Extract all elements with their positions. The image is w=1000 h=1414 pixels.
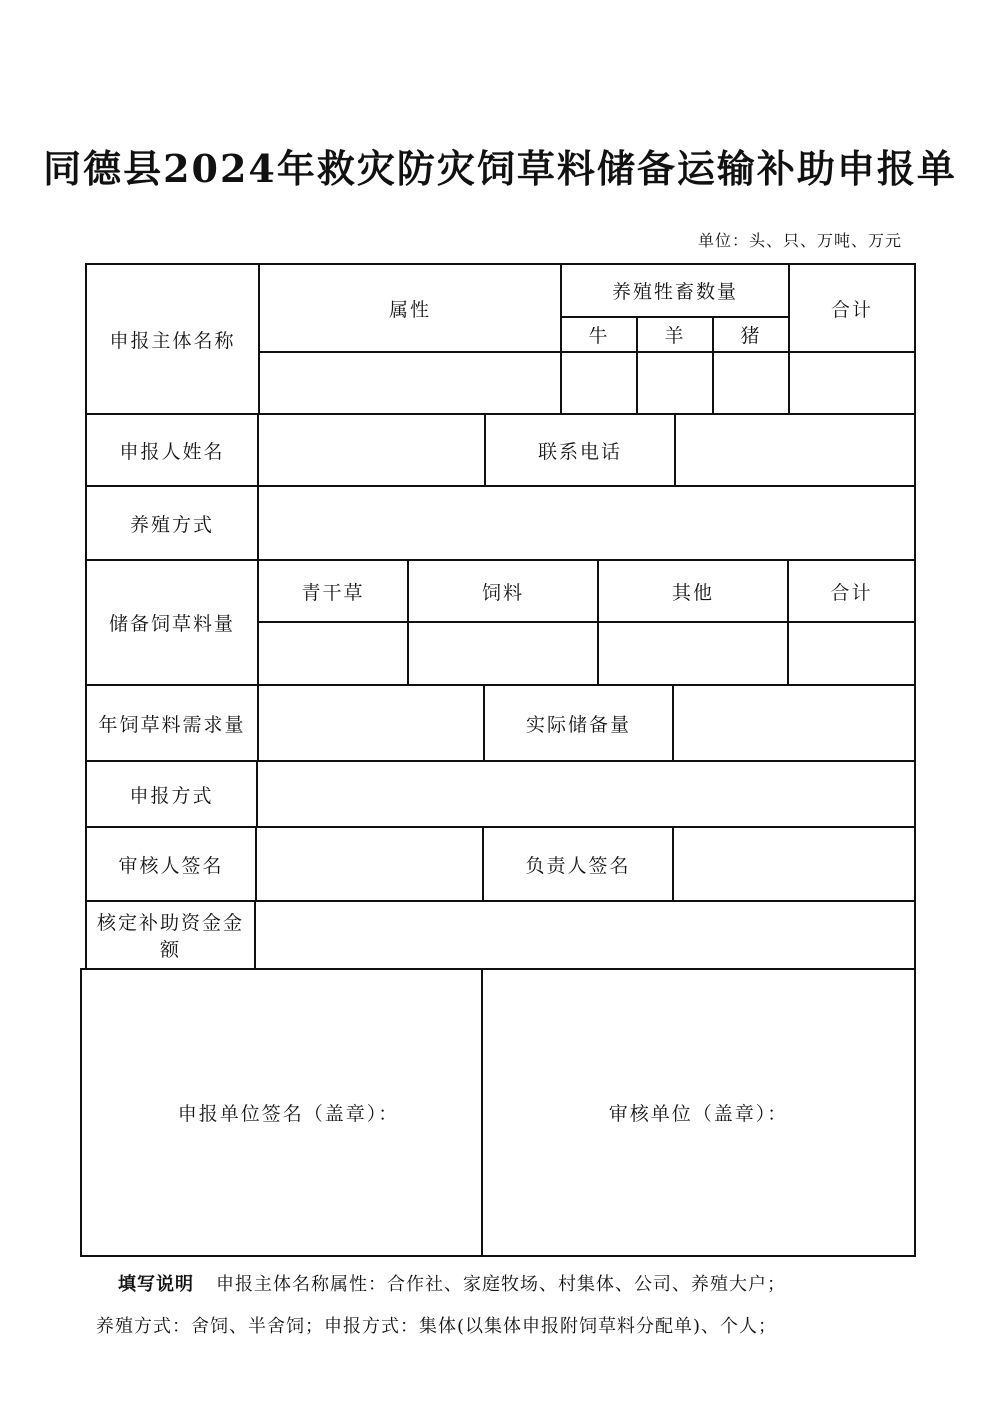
total-label: 合计 — [830, 298, 873, 321]
phone-input[interactable] — [676, 415, 914, 485]
fill-instructions-line2: 养殖方式：舍饲、半舍饲；申报方式：集体(以集体申报附饲草料分配单)、个人； — [96, 1316, 778, 1337]
annual-demand-label: 年饲草料需求量 — [98, 713, 246, 736]
fill-instructions-heading: 填写说明 — [118, 1274, 194, 1295]
livestock-total-input[interactable] — [790, 353, 914, 413]
phone-label: 联系电话 — [537, 440, 622, 463]
unit-signature-label: 申报单位签名（盖章）： — [177, 1103, 400, 1125]
sheep-label: 羊 — [664, 325, 686, 347]
form-title: 同德县2024年救灾防灾饲草料储备运输补助申报单 — [43, 146, 957, 191]
other-input[interactable] — [599, 623, 787, 684]
pig-count-input[interactable] — [714, 353, 788, 413]
actual-reserve-input[interactable] — [674, 686, 914, 760]
review-unit-label: 审核单位（盖章）： — [608, 1103, 789, 1125]
attribute-label: 属性 — [388, 298, 431, 321]
attribute-input[interactable] — [260, 353, 560, 413]
actual-reserve-label: 实际储备量 — [525, 713, 631, 736]
fill-instructions-text1: 申报主体名称属性：合作社、家庭牧场、村集体、公司、养殖大户； — [216, 1274, 786, 1295]
approved-amount-input[interactable] — [256, 902, 914, 968]
feed-input[interactable] — [409, 623, 597, 684]
forage-total-label: 合计 — [830, 581, 873, 604]
declarant-name-label: 申报人姓名 — [119, 440, 225, 463]
livestock-count-label: 养殖牲畜数量 — [611, 281, 738, 303]
applicant-name-label: 申报主体名称 — [109, 329, 236, 352]
declarant-name-input[interactable] — [259, 415, 484, 485]
breeding-method-input[interactable] — [259, 487, 914, 559]
annual-demand-input[interactable] — [259, 686, 483, 760]
approved-amount-label: 核定补助资金金额 — [96, 912, 244, 961]
reviewer-signature-label: 审核人签名 — [118, 854, 224, 877]
sheep-count-input[interactable] — [638, 353, 712, 413]
other-label: 其他 — [671, 581, 714, 604]
green-hay-label: 青干草 — [301, 581, 365, 604]
pig-label: 猪 — [740, 325, 762, 347]
forage-reserve-label: 储备饲草料量 — [108, 613, 235, 635]
cattle-count-input[interactable] — [562, 353, 636, 413]
fill-instructions-line1 — [118, 1270, 786, 1296]
breeding-method-label: 养殖方式 — [129, 513, 214, 536]
leader-signature-input[interactable] — [674, 828, 914, 900]
forage-total-input[interactable] — [789, 623, 914, 684]
reviewer-signature-input[interactable] — [257, 828, 482, 900]
leader-signature-label: 负责人签名 — [525, 854, 631, 877]
declaration-method-input[interactable] — [258, 762, 914, 826]
green-hay-input[interactable] — [259, 623, 407, 684]
table-border-bottom — [80, 1255, 916, 1257]
cattle-label: 牛 — [588, 325, 610, 347]
feed-label: 饲料 — [481, 581, 524, 604]
declaration-method-label: 申报方式 — [129, 784, 214, 807]
unit-note: 单位：头、只、万吨、万元 — [697, 231, 902, 250]
